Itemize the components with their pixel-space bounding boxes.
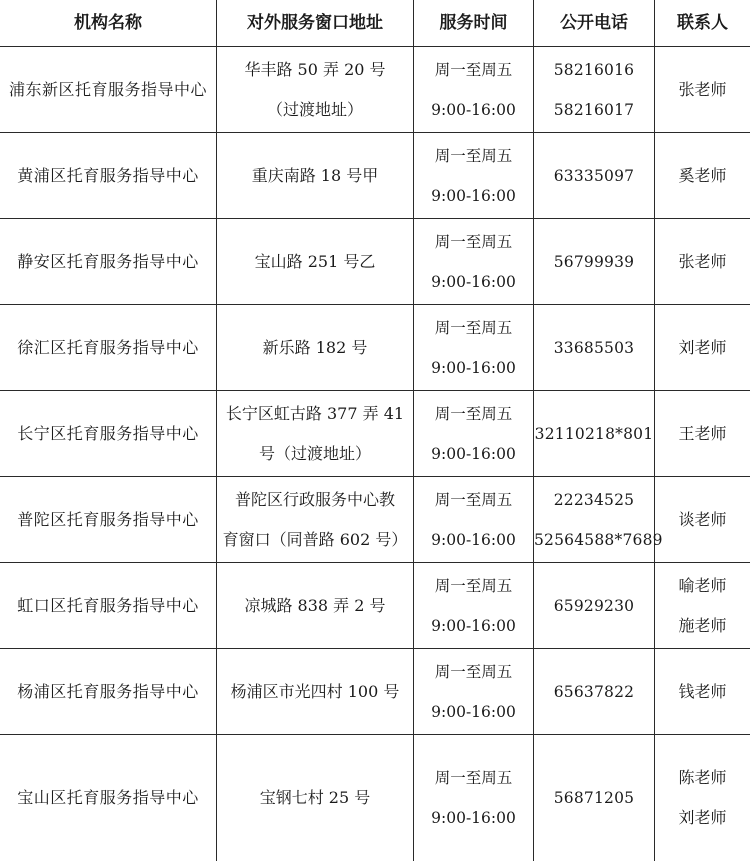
address-line: 普陀区行政服务中心教 — [234, 489, 395, 509]
service-hours-line: 周一至周五 — [434, 404, 513, 423]
address-line: 凉城路 838 弄 2 号 — [244, 595, 386, 615]
phone-line: 58216016 — [553, 60, 635, 79]
phone-line: 58216017 — [553, 100, 635, 119]
address-cell — [217, 735, 414, 861]
contact-cell — [655, 391, 750, 477]
phone-cell — [534, 735, 655, 861]
service-hours-cell — [414, 477, 534, 563]
service-hours-cell — [414, 47, 534, 133]
table-row — [0, 133, 750, 219]
phone-cell — [534, 477, 663, 563]
service-hours-line: 周一至周五 — [434, 490, 513, 509]
org-name-text: 宝山区托育服务指导中心 — [17, 788, 199, 807]
contact-line: 王老师 — [678, 423, 727, 443]
org-name-text: 虹口区托育服务指导中心 — [17, 595, 199, 615]
phone-line: 65929230 — [553, 596, 635, 615]
phone-line: 32110218*801 — [534, 424, 654, 443]
address-line: 宝钢七村 25 号 — [259, 788, 371, 807]
phone-cell — [534, 305, 655, 391]
service-hours-cell — [414, 649, 534, 735]
service-hours-line: 9:00-16:00 — [431, 272, 516, 291]
phone-cell — [534, 563, 655, 649]
org-name-cell — [0, 563, 217, 649]
contact-cell — [655, 649, 750, 735]
address-line: 宝山路 251 号乙 — [254, 251, 376, 271]
phone-cell — [534, 133, 655, 219]
table-body — [0, 47, 750, 861]
table-header-row — [0, 0, 750, 47]
address-line: （过渡地址） — [266, 99, 363, 119]
address-line: 华丰路 50 弄 20 号 — [244, 59, 386, 79]
table-row — [0, 735, 750, 861]
service-hours-line: 9:00-16:00 — [431, 530, 516, 549]
contact-line: 施老师 — [678, 615, 727, 635]
address-cell — [217, 391, 414, 477]
table-row — [0, 47, 750, 133]
org-name-text: 徐汇区托育服务指导中心 — [17, 337, 199, 357]
org-name-cell — [0, 133, 217, 219]
address-line: 杨浦区市光四村 100 号 — [230, 681, 400, 701]
address-cell — [217, 47, 414, 133]
address-line: 号（过渡地址） — [258, 443, 371, 463]
phone-cell — [534, 47, 655, 133]
contact-cell — [655, 563, 750, 649]
table-row — [0, 305, 750, 391]
contact-cell — [655, 477, 750, 563]
org-name-text: 浦东新区托育服务指导中心 — [8, 79, 207, 99]
service-hours-cell — [414, 219, 534, 305]
phone-line: 56871205 — [553, 789, 635, 807]
service-hours-line: 9:00-16:00 — [431, 100, 516, 119]
service-hours-cell — [414, 133, 534, 219]
contact-line: 刘老师 — [678, 808, 727, 827]
column-header-service-hours: 服务时间 — [414, 0, 534, 47]
address-cell — [217, 477, 414, 563]
service-hours-line: 9:00-16:00 — [431, 358, 516, 377]
address-cell — [217, 305, 414, 391]
service-hours-line: 周一至周五 — [434, 769, 513, 787]
column-header-address: 对外服务窗口地址 — [217, 0, 414, 47]
column-header-phone: 公开电话 — [534, 0, 655, 47]
address-line: 重庆南路 18 号甲 — [251, 165, 379, 185]
address-cell — [217, 563, 414, 649]
address-line: 育窗口（同普路 602 号） — [222, 529, 408, 549]
phone-line: 56799939 — [553, 252, 635, 271]
phone-line: 22234525 — [553, 490, 635, 509]
contact-cell — [655, 47, 750, 133]
contact-line: 奚老师 — [678, 165, 727, 185]
service-hours-line: 周一至周五 — [434, 232, 513, 251]
org-name-cell — [0, 305, 217, 391]
org-name-text: 杨浦区托育服务指导中心 — [17, 681, 199, 701]
service-hours-cell — [414, 305, 534, 391]
org-name-cell — [0, 47, 217, 133]
contact-cell — [655, 305, 750, 391]
column-header-contact: 联系人 — [655, 0, 750, 47]
service-hours-line: 周一至周五 — [434, 662, 513, 681]
org-name-text: 长宁区托育服务指导中心 — [17, 423, 199, 443]
contact-line: 陈老师 — [678, 768, 727, 787]
service-hours-line: 9:00-16:00 — [431, 702, 516, 721]
org-name-cell — [0, 391, 217, 477]
org-name-cell — [0, 735, 217, 861]
org-name-cell — [0, 219, 217, 305]
address-cell — [217, 219, 414, 305]
table-row — [0, 219, 750, 305]
service-hours-line: 周一至周五 — [434, 318, 513, 337]
service-hours-line: 9:00-16:00 — [431, 186, 516, 205]
table-row — [0, 391, 750, 477]
service-hours-line: 周一至周五 — [434, 146, 513, 165]
service-hours-cell — [414, 735, 534, 861]
service-hours-line: 周一至周五 — [434, 60, 513, 79]
address-line: 长宁区虹古路 377 弄 41 — [225, 403, 405, 423]
org-name-text: 静安区托育服务指导中心 — [17, 251, 199, 271]
address-line: 新乐路 182 号 — [262, 337, 368, 357]
contact-line: 张老师 — [678, 251, 727, 271]
address-cell — [217, 133, 414, 219]
contact-line: 钱老师 — [678, 681, 727, 701]
service-hours-line: 9:00-16:00 — [431, 616, 516, 635]
service-hours-cell — [414, 563, 534, 649]
phone-cell — [534, 219, 655, 305]
phone-cell — [534, 649, 655, 735]
org-name-cell — [0, 477, 217, 563]
contact-cell — [655, 735, 750, 861]
service-hours-line: 9:00-16:00 — [431, 444, 516, 463]
org-name-cell — [0, 649, 217, 735]
service-hours-line: 9:00-16:00 — [431, 809, 516, 827]
contact-line: 张老师 — [678, 79, 727, 99]
table-row — [0, 563, 750, 649]
address-cell — [217, 649, 414, 735]
contact-cell — [655, 219, 750, 305]
contact-line: 喻老师 — [678, 575, 727, 595]
column-header-org-name: 机构名称 — [0, 0, 217, 47]
phone-line: 63335097 — [553, 166, 635, 185]
contact-line: 谈老师 — [678, 509, 727, 529]
phone-line: 33685503 — [553, 338, 635, 357]
phone-line: 52564588*7689 — [534, 530, 663, 549]
phone-cell — [534, 391, 655, 477]
service-hours-cell — [414, 391, 534, 477]
table-row — [0, 477, 750, 563]
contact-cell — [655, 133, 750, 219]
contact-line: 刘老师 — [678, 337, 727, 357]
org-name-text: 黄浦区托育服务指导中心 — [17, 165, 199, 185]
phone-line: 65637822 — [553, 682, 635, 701]
table-row — [0, 649, 750, 735]
service-hours-line: 周一至周五 — [434, 576, 513, 595]
org-name-text: 普陀区托育服务指导中心 — [17, 509, 199, 529]
